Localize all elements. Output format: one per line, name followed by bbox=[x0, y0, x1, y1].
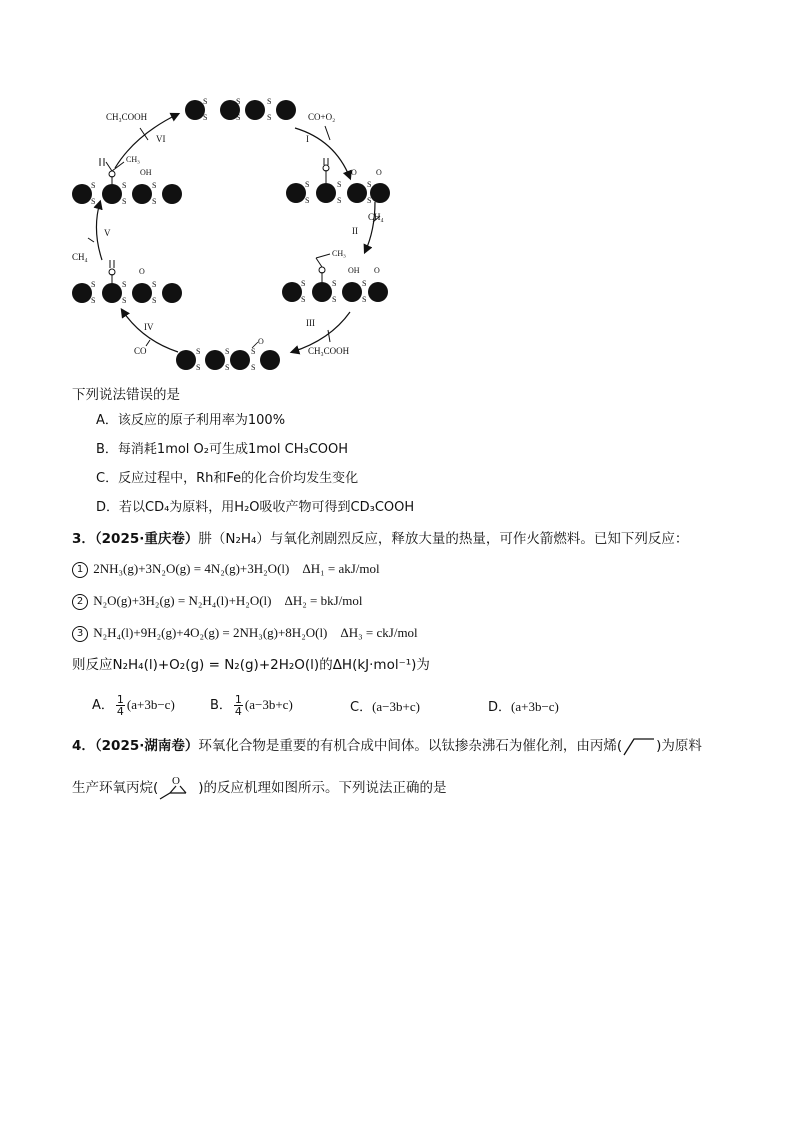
svg-text:S: S bbox=[122, 280, 127, 289]
svg-text:O: O bbox=[258, 337, 264, 346]
svg-text:S: S bbox=[332, 295, 337, 304]
svg-text:S: S bbox=[152, 296, 157, 305]
svg-text:S: S bbox=[301, 279, 306, 288]
fraction: $\frac{1}{4}$ bbox=[234, 693, 242, 718]
svg-text:S: S bbox=[152, 197, 157, 206]
cluster-right-lower bbox=[282, 249, 388, 304]
svg-text:S: S bbox=[337, 196, 342, 205]
svg-text:S: S bbox=[122, 197, 127, 206]
q4-line2-a: 生产环氧丙烷( bbox=[72, 780, 159, 796]
q3-number: 3． bbox=[72, 531, 95, 547]
svg-text:S: S bbox=[196, 347, 201, 356]
svg-text:S: S bbox=[337, 180, 342, 189]
svg-text:S: S bbox=[152, 280, 157, 289]
svg-text:S: S bbox=[367, 180, 372, 189]
q3-reaction-3-dh: ΔH₃ = ckJ/mol bbox=[340, 625, 418, 640]
q3-question: 则反应N₂H₄(l)+O₂(g) = N₂(g)+2H₂O(l)的ΔH(kJ·mol⁻¹)为 bbox=[72, 657, 430, 673]
svg-text:CH₃: CH₃ bbox=[126, 155, 140, 164]
svg-text:O: O bbox=[351, 168, 357, 177]
arrow-step-V bbox=[96, 202, 102, 260]
circled-number-1: 1 bbox=[72, 562, 88, 578]
q3-reaction-2-equation: N₂O(g)+3H₂(g) = N₂H₄(l)+H₂O(l) bbox=[93, 593, 272, 608]
label-co-o2: CO+O₂ bbox=[308, 112, 336, 122]
label-step-III: III bbox=[306, 318, 315, 328]
q3-option-b[interactable] bbox=[210, 694, 293, 717]
cluster-bottom bbox=[176, 337, 280, 372]
q3-stem-line bbox=[72, 530, 688, 548]
svg-text:S: S bbox=[362, 279, 367, 288]
q3-option-a[interactable] bbox=[92, 694, 175, 717]
arrow-step-VI bbox=[115, 114, 178, 168]
svg-text:S: S bbox=[305, 180, 310, 189]
label-co-bottom: CO bbox=[134, 346, 147, 356]
propylene-oxide-structure-icon bbox=[158, 774, 198, 802]
q3-reaction-3-equation: N₂H₄(l)+9H₂(g)+4O₂(g) = 2NH₃(g)+8H₂O(l) bbox=[93, 625, 328, 640]
q3-reaction-3 bbox=[72, 624, 418, 642]
svg-text:S: S bbox=[122, 296, 127, 305]
svg-text:S: S bbox=[301, 295, 306, 304]
svg-text:S: S bbox=[122, 181, 127, 190]
svg-text:S: S bbox=[305, 196, 310, 205]
svg-text:O: O bbox=[376, 168, 382, 177]
arrow-ch4-in-left bbox=[88, 238, 94, 242]
cluster-top bbox=[185, 97, 296, 122]
q4-line1-b: )为原料 bbox=[656, 738, 702, 754]
q3-option-c-expr: (a−3b+c) bbox=[372, 699, 420, 714]
q4-line-1 bbox=[72, 736, 702, 756]
svg-text:S: S bbox=[203, 97, 208, 106]
svg-text:S: S bbox=[91, 296, 96, 305]
q4-line2-b: )的反应机理如图所示。下列说法正确的是 bbox=[198, 780, 447, 796]
label-step-IV: IV bbox=[144, 322, 154, 332]
q3-option-c[interactable] bbox=[350, 698, 420, 717]
arrow-step-I bbox=[295, 128, 350, 178]
svg-text:S: S bbox=[267, 113, 272, 122]
svg-text:S: S bbox=[236, 97, 241, 106]
label-ch4-left: CH₄ bbox=[72, 252, 88, 262]
label-ch4-right: CH₄ bbox=[368, 212, 384, 222]
q3-option-c-label: C． bbox=[350, 700, 373, 715]
q4-source: （2025·湖南卷） bbox=[94, 738, 199, 754]
label-step-V: V bbox=[104, 228, 111, 238]
q4-line-2 bbox=[72, 774, 447, 802]
svg-text:S: S bbox=[332, 279, 337, 288]
q3-reaction-1 bbox=[72, 560, 380, 578]
svg-text:O: O bbox=[172, 775, 181, 787]
q2-stem: 下列说法错误的是 bbox=[72, 387, 180, 403]
cluster-right-upper bbox=[286, 158, 390, 205]
cycle-svg bbox=[60, 90, 384, 380]
svg-text:S: S bbox=[251, 363, 256, 372]
q3-option-d[interactable] bbox=[488, 698, 559, 717]
label-step-I: I bbox=[306, 134, 309, 144]
arrow-co-o2-in bbox=[325, 126, 330, 140]
svg-text:O: O bbox=[374, 266, 380, 275]
svg-text:S: S bbox=[225, 363, 230, 372]
q3-option-a-expr: (a+3b−c) bbox=[126, 697, 175, 712]
q4-line1-a: 环氧化合物是重要的有机合成中间体。以钛掺杂沸石为催化剂，由丙烯( bbox=[198, 738, 623, 754]
svg-text:S: S bbox=[196, 363, 201, 372]
svg-text:S: S bbox=[91, 280, 96, 289]
arrow-co-in-bottom bbox=[146, 340, 150, 346]
label-step-II: II bbox=[352, 226, 358, 236]
q3-reaction-2 bbox=[72, 592, 363, 610]
label-step-VI: VI bbox=[156, 134, 166, 144]
q2-option-c[interactable]: C．反应过程中，Rh和Fe的化合价均发生变化 bbox=[96, 471, 359, 486]
svg-text:O: O bbox=[139, 267, 145, 276]
q3-reaction-1-dh: ΔH₁ = akJ/mol bbox=[302, 561, 380, 576]
circled-number-2: 2 bbox=[72, 594, 88, 610]
cluster-left-upper bbox=[72, 155, 182, 206]
svg-text:OH: OH bbox=[348, 266, 360, 275]
svg-text:CH₃: CH₃ bbox=[332, 249, 346, 258]
svg-text:S: S bbox=[91, 181, 96, 190]
svg-text:S: S bbox=[152, 181, 157, 190]
circled-number-3: 3 bbox=[72, 626, 88, 642]
q3-source: （2025·重庆卷） bbox=[94, 531, 199, 547]
fraction: $\frac{1}{4}$ bbox=[116, 693, 124, 718]
q3-option-d-label: D． bbox=[488, 700, 512, 715]
svg-text:OH: OH bbox=[140, 168, 152, 177]
q3-reaction-1-equation: 2NH₃(g)+3N₂O(g) = 4N₂(g)+3H₂O(l) bbox=[93, 561, 290, 576]
q3-reaction-2-dh: ΔH₂ = bkJ/mol bbox=[284, 593, 363, 608]
q3-option-a-label: A． bbox=[92, 698, 114, 713]
q3-option-b-label: B． bbox=[210, 698, 232, 713]
svg-text:S: S bbox=[203, 113, 208, 122]
arrow-step-II bbox=[365, 202, 375, 252]
label-ch3cooh-bottom: CH₃COOH bbox=[308, 346, 350, 356]
svg-text:S: S bbox=[362, 295, 367, 304]
svg-text:S: S bbox=[367, 196, 372, 205]
q4-number: 4． bbox=[72, 738, 95, 754]
label-ch3cooh-top: CH₃COOH bbox=[106, 112, 148, 122]
cluster-left-lower bbox=[72, 260, 182, 305]
q3-option-b-expr: (a−3b+c) bbox=[244, 697, 293, 712]
q3-stem: 肼（N₂H₄）与氧化剂剧烈反应，释放大量的热量，可作火箭燃料。已知下列反应： bbox=[198, 531, 689, 547]
catalytic-cycle-diagram bbox=[60, 90, 384, 380]
svg-text:S: S bbox=[225, 347, 230, 356]
svg-text:S: S bbox=[91, 197, 96, 206]
q3-option-d-expr: (a+3b−c) bbox=[511, 699, 559, 714]
q2-option-d[interactable]: D．若以CD₄为原料，用H₂O吸收产物可得到CD₃COOH bbox=[96, 500, 415, 515]
svg-text:S: S bbox=[267, 97, 272, 106]
svg-text:S: S bbox=[251, 347, 256, 356]
svg-text:S: S bbox=[236, 113, 241, 122]
propene-structure-icon bbox=[622, 736, 656, 756]
arrow-ch3cooh-out-bottom bbox=[328, 330, 330, 342]
q2-option-b[interactable]: B．每消耗1mol O₂可生成1mol CH₃COOH bbox=[96, 442, 349, 457]
q2-option-a[interactable]: A．该反应的原子利用率为100% bbox=[96, 413, 286, 428]
